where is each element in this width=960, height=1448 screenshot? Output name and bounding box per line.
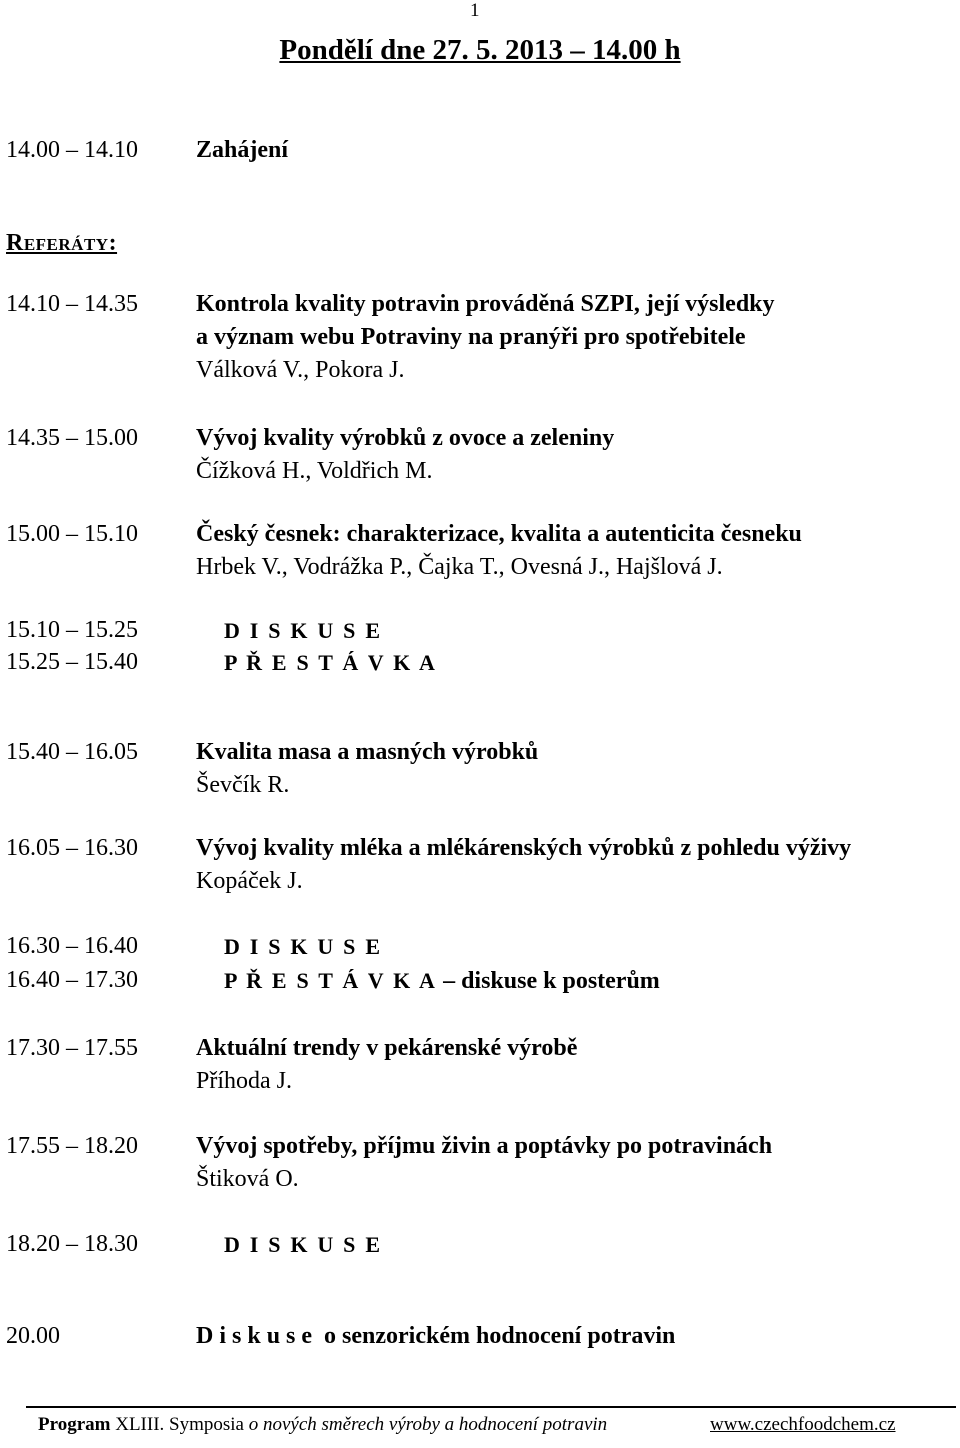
- page-number: 1: [470, 0, 480, 21]
- time-slot: 16.40 – 17.30: [6, 967, 138, 993]
- talk-authors: Válková V., Pokora J.: [196, 357, 405, 383]
- talk-title: Vývoj kvality mléka a mlékárenských výrobků z pohledu výživy: [196, 835, 852, 861]
- talk-title: Kontrola kvality potravin prováděná SZPI, její výsledky: [196, 291, 775, 317]
- talk-authors: Ševčík R.: [196, 772, 290, 798]
- time-slot: 14.35 – 15.00: [6, 425, 138, 451]
- talk-authors: Příhoda J.: [196, 1068, 292, 1094]
- talk-title: Vývoj kvality výrobků z ovoce a zeleniny: [196, 425, 615, 451]
- footer-link[interactable]: www.czechfoodchem.cz: [710, 1414, 896, 1435]
- section-heading: Referáty:: [6, 230, 118, 256]
- talk-authors: Čížková H., Voldřich M.: [196, 458, 433, 484]
- time-slot: 14.10 – 14.35: [6, 291, 138, 317]
- discussion-label: D I S K U S E: [224, 934, 383, 959]
- talk-title: Aktuální trendy v pekárenské výrobě: [196, 1035, 578, 1061]
- talk-title: Český česnek: charakterizace, kvalita a autenticita česneku: [196, 521, 802, 547]
- time-slot: 15.25 – 15.40: [6, 649, 138, 675]
- talk-title: Kvalita masa a masných výrobků: [196, 739, 539, 765]
- discussion-label: D I S K U S E: [224, 618, 383, 643]
- break-label: P Ř E S T Á V K A: [224, 968, 438, 993]
- evening-discussion-title: D i s k u s e o senzorickém hodnocení potravin: [196, 1323, 676, 1349]
- talk-title-continued: a význam webu Potraviny na pranýři pro spotřebitele: [196, 324, 746, 350]
- footer-program: Program: [38, 1414, 111, 1435]
- opening-title: Zahájení: [196, 137, 289, 163]
- time-slot: 15.00 – 15.10: [6, 521, 138, 547]
- talk-authors: Kopáček J.: [196, 868, 303, 894]
- time-slot: 17.55 – 18.20: [6, 1133, 138, 1159]
- time-slot: 17.30 – 17.55: [6, 1035, 138, 1061]
- footer-divider: [26, 1406, 956, 1408]
- time-slot: 15.10 – 15.25: [6, 617, 138, 643]
- footer: [38, 1414, 896, 1436]
- discussion-label: D I S K U S E: [224, 1232, 383, 1257]
- talk-authors: Hrbek V., Vodrážka P., Čajka T., Ovesná J., Hajšlová J.: [196, 554, 723, 580]
- poster-discussion-label: – diskuse k posterům: [437, 968, 660, 994]
- time-slot: 16.05 – 16.30: [6, 835, 138, 861]
- time-slot: 18.20 – 18.30: [6, 1231, 138, 1257]
- time-slot: 20.00: [6, 1323, 60, 1349]
- talk-authors: Štiková O.: [196, 1166, 299, 1192]
- footer-volume: XLIII. Symposia: [115, 1414, 244, 1435]
- day-title: Pondělí dne 27. 5. 2013 – 14.00 h: [279, 34, 681, 66]
- break-label: P Ř E S T Á V K A: [224, 650, 438, 675]
- time-slot: 16.30 – 16.40: [6, 933, 138, 959]
- footer-title: o nových směrech výroby a hodnocení potravin: [248, 1414, 608, 1435]
- talk-title: Vývoj spotřeby, příjmu živin a poptávky po potravinách: [196, 1133, 773, 1159]
- time-slot: 15.40 – 16.05: [6, 739, 138, 765]
- time-slot: 14.00 – 14.10: [6, 137, 138, 163]
